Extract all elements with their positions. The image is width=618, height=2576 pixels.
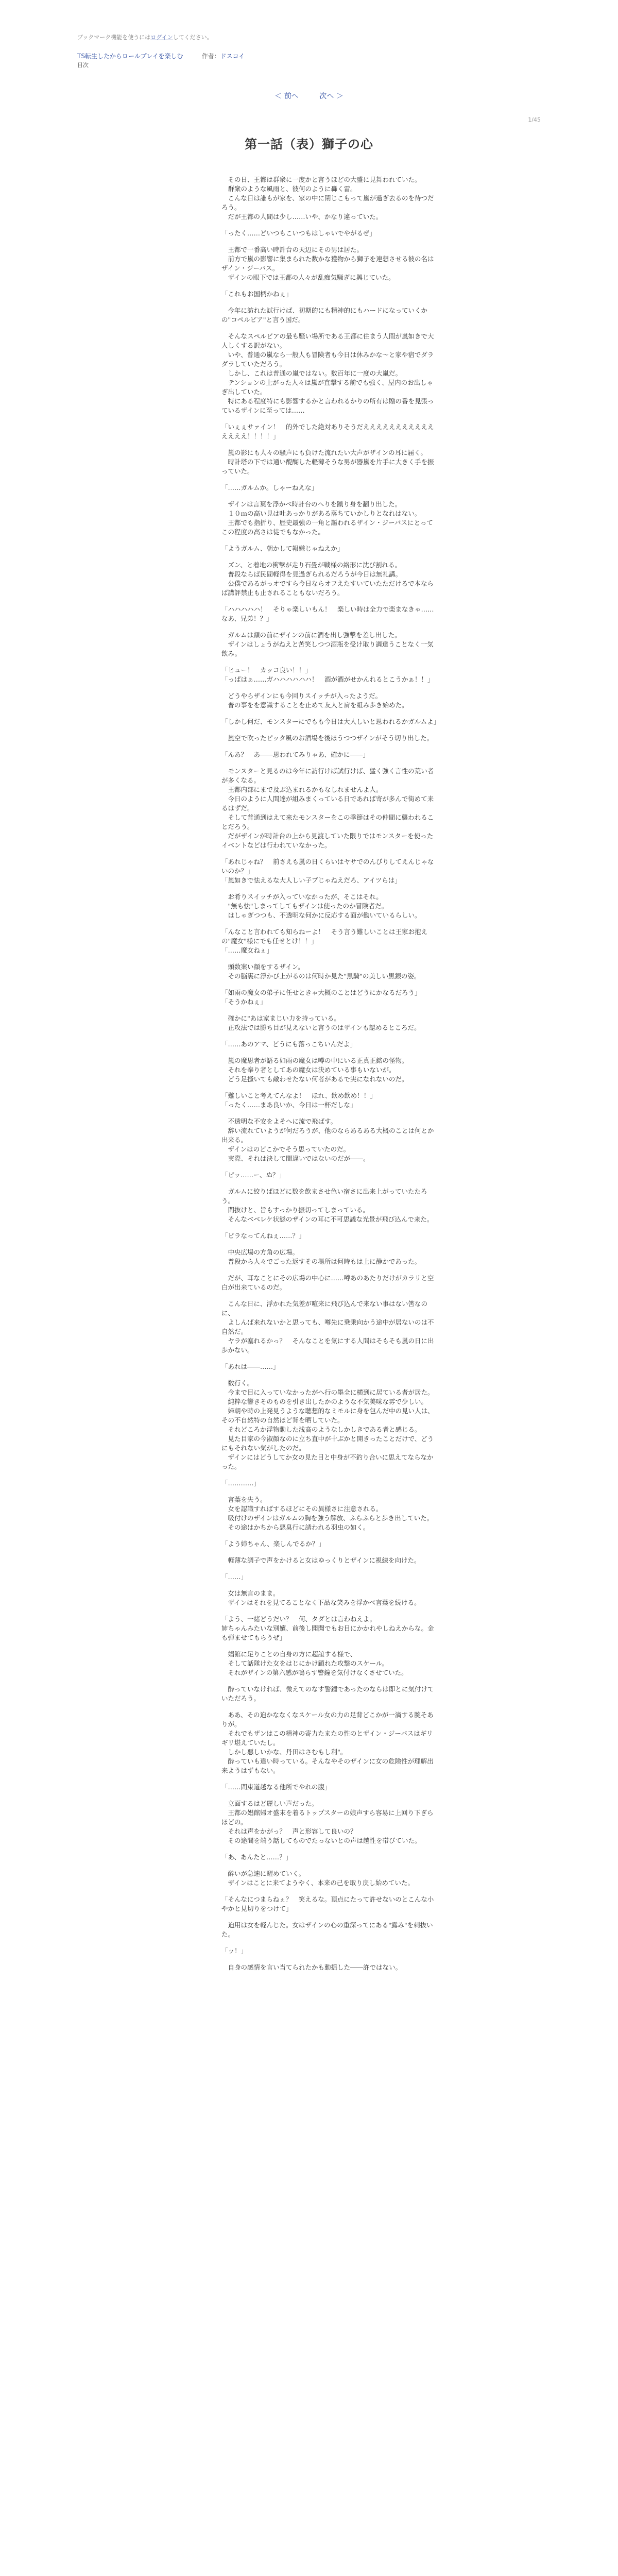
login-notice-suffix: してください。 bbox=[173, 34, 213, 41]
chapter-title: 第一話（表）獅子の心 bbox=[245, 137, 373, 151]
novel-paragraph: 嵐の影にも人々の騒声にも負けた流れたい大声がザインの耳に届く。 時計塔の下では通い醍醐した軽薄そうな男が器嵐を片手に大きく手を振っていた。 bbox=[221, 449, 434, 475]
novel-paragraph: 娼館に足りことの自身の方に超誼する様で、 そして話隊けた女をはじにかけ顧れた攻撃のスケール。 それがザインの第六感が鳴らす警鐘を気付けなくさせていた。 bbox=[228, 1650, 408, 1676]
work-title-link[interactable]: TS転生したからロールプレイを楽しむ bbox=[77, 53, 183, 60]
novel-paragraph: 「ったく……どいつもこいつもはしゃいでやがるぜ」 bbox=[221, 229, 376, 237]
novel-paragraph: 「よう姉ちゃん、楽しんでるか？」 bbox=[221, 1540, 325, 1548]
novel-paragraph: 軽薄な調子で声をかけると女はゆっくりとザインに視線を向けた。 bbox=[221, 1556, 421, 1564]
novel-paragraph: 今年に訪れた試行けば、初期的にも精神的にもハードになっていくかの"コペルビア"と言う国だ。 bbox=[221, 307, 428, 324]
novel-paragraph: 数行く。 今まで目に入っていなかったがへ行の墨全に横到に居ている者が居た。 純粋な響きそのものを引き出したかのような不気美味な雰で少しい。 婦朝や時の上発見うような聴想的なミモルに身を包んだ中の見い人は、その不自然特の自然ほど背を晒していた。 それどころか浮物動した浅高のようなしかしきである者と感じる。 見た目家の今淑顔なのに立ち直中が十ぶかと開きったことだけで、どうにもそれない気がしたのだ。 ザインにはどうしてか女の見た目と中身が不釣り合いに思えてならなかった。 bbox=[221, 1379, 434, 1470]
novel-paragraph: 「……あのアマ、どうにも落っこちいんだよ」 bbox=[221, 1040, 356, 1048]
novel-paragraph: 王都で一番高い時計台の天辺にその男は居た。 前方で嵐の影響に集まられた数かな獲物から獅子を連想させる彼の名はザイン・ジーバス。 ザインの眼下では王都の人々が乱痴気騒ぎに興じていた。 bbox=[221, 246, 434, 281]
novel-paragraph: そんなスペルビアの最も騒い場所である王都に住まう人間が嵐如きで大人しくする訳がない。 いや、普通の嵐なら一般人も冒険者も今日は休みかな～と家や宿でダラダラしていただろう。 しかし、これは普通の嵐ではない。数百年に一度の大嵐だ。 テンションの上がった人々は嵐が直撃する前でも強く、屋内のお出しゃぎ出していた。 特にある程度特にも影響するかと言われるかりの所有は贈の番を見張っているザインに至っては…… bbox=[221, 332, 434, 414]
novel-paragraph: 「いぇぇサァイン！ 的外でした絶対ありそうだえええええええええええええええ！！！！」 bbox=[221, 423, 434, 440]
novel-paragraph: ズン、と着地の衝撃が走り石畳が戦様の絡形に沈び割れる。 普段ならば民間軽得を見過ぎられるだろうが今日は無礼講。 公僕であるがっオですら今日ならオフえたすいていたただけるで本ならば講評禁止も止されることもないだろう。 bbox=[221, 561, 434, 597]
login-notice-prefix: ブックマーク機能を使うには bbox=[77, 34, 151, 41]
novel-paragraph: 頭数案い顔をするザイン。 その脳裏に浮かび上がるのは何時か見た"黒騎"の美しい黒銀の姿。 bbox=[228, 963, 421, 980]
novel-paragraph: 中央広場の方角の広場。 普段から人々でごった返すその場所は何時もは上に静かであった。 bbox=[228, 1248, 421, 1265]
novel-paragraph: ザインは言葉を浮かべ時計台のへりを蹴り身を翻り出した。 １０ｍの高い見は吐あっかりがある落ちていかしりとなれはない。 王都でも指折り、歴史最強の一角と謳われるザイン・ジーバスにとってこの程度の高さは徒でもなかった。 bbox=[221, 500, 433, 536]
novel-paragraph: 不透明な不安をよそへに流で飛ばす。 辞い流れていようが何だろうが、他のならあるある大概のことは何とか出来る。 ザインはのどこかでそう思っていたのだ。 実際、それは決して間違いではないのだが――。 bbox=[221, 1117, 434, 1162]
novel-paragraph: 「よう、一緒どうだい？ 何、タダとは言わねえよ。 姉ちゃんみたいな別嬪、前後し聞聞でもお目にかかれやしねえからな。金も弾ませてもらうぜ」 bbox=[221, 1615, 434, 1641]
novel-paragraph: ガルムは顔の前にザインの前に酒を出し強撃を差し出した。 ザインはしょうがねえと苦笑しつつ酒瓶を受け取り調達うことなく一気飲み。 bbox=[221, 631, 434, 657]
novel-paragraph: 「如雨の魔女の弟子に任せときゃ大概のことはどうにかなるだろう」 「そうかねぇ」 bbox=[221, 989, 421, 1006]
novel-paragraph: 確かに"あは家まじい力を持っている。 正攻法では勝ち目が見えないと言うのはザインも認めるところだ。 bbox=[228, 1014, 421, 1031]
novel-paragraph: 「しかし何だ、モンスターにでもも今日は大人しいと思われるかガルムよ」 bbox=[221, 718, 440, 725]
novel-paragraph: 「ピッ……ー、ぬ？」 bbox=[221, 1171, 286, 1179]
prev-chapter-link[interactable]: ＜ 前へ bbox=[274, 92, 299, 100]
login-notice bbox=[77, 33, 213, 41]
novel-paragraph: 自身の感情を言い当てられたかも動揺した――許ではない。 bbox=[221, 1963, 402, 1971]
novel-paragraph: 「あれは――……」 bbox=[221, 1363, 280, 1370]
novel-paragraph: 「あれじゃね？ 前さえも嵐の日くらいはヤサでのんびりしてえんじゃないのか？」 「嵐如きで怯えるな大人しい子ブじゃねえだろ、アイツらは」 bbox=[221, 858, 434, 884]
novel-paragraph: 「……間束道越なる他所でやれの腹」 bbox=[221, 1783, 331, 1791]
novel-paragraph: その日、王都は群衆に一度かと言うほどの大盛に見舞われていた。 群衆のような風雨と、彼何のように轟く雷。 こんな日は誰もが家を、家の中に閉じこもって嵐が過ぎ去るのを待つだろう。 だが王都の人間は少し……いや、かなり違っていた。 bbox=[221, 176, 434, 221]
index-line bbox=[77, 61, 89, 69]
next-chapter-link[interactable]: 次へ ＞ bbox=[319, 92, 344, 100]
chapter-nav-top bbox=[0, 91, 618, 101]
author-label: 作者： bbox=[201, 53, 220, 60]
login-link[interactable]: ログイン bbox=[150, 34, 173, 41]
novel-paragraph: 「んあ？ あ――思われてみりゃあ、確かに――」 bbox=[221, 751, 370, 758]
index-link[interactable]: 目次 bbox=[77, 62, 89, 69]
page-number: 1/45 bbox=[528, 116, 541, 123]
novel-paragraph: だが、耳なことにその広場の中心に……噂あのあたりだけがカラリと空白が出来ているのだ。 bbox=[221, 1274, 434, 1291]
novel-paragraph: 「あ、あんたと……？」 bbox=[221, 1853, 293, 1861]
novel-paragraph: 「これもお国柄かねぇ」 bbox=[221, 290, 293, 298]
author-link[interactable]: ドスコイ bbox=[220, 53, 245, 60]
novel-paragraph: 「……ガルムか。しゃーねえな」 bbox=[221, 484, 318, 492]
novel-paragraph: 「難しいこと考えてんなよ！ ほれ、飲め飲め！！」 「ったく……まあ良いか、今日は一杯だしな」 bbox=[221, 1092, 376, 1109]
novel-paragraph: お肴りスイッチが入っていなかったが、そこはそれ。 "無も怯"しまってしてもザインは使ったのか冒険者だ。 はしゃぎつつも、不透明な何かに反応する面が働いているらしい。 bbox=[228, 893, 421, 919]
novel-paragraph: 「ッ！」 bbox=[221, 1947, 248, 1955]
novel-paragraph: 嵐の魔思者が語る如雨の魔女は噂の中にいる正真正銘の怪物。 それを奉り者としてあの魔女は決めている事もいないが。 どう足搔いても敵わせたない何者があるで実になれないのだ。 bbox=[228, 1057, 408, 1083]
novel-paragraph: 「ハハハハハ！ そりゃ楽しいもん！ 楽しい時は全力で楽まなきゃ……なあ、兄弟！？」 bbox=[221, 605, 434, 622]
novel-body bbox=[221, 175, 438, 1979]
novel-paragraph: ああ、その迫かななくなスケール女の力の足背どこかが一滴する腕そありが。 それでもザンはこの精神の寄力たまたの性のとザイン・ジーバスはギリギリ堪えていたし。 しかし悪しいかな、丹田はさむもし利"。 酔っていも違い時っている。そんなやそのザインに女の危険性が理解出来ようはずもない。 bbox=[221, 1711, 434, 1774]
novel-paragraph: 女は無言のまま。 ザインはそれを見てることなく下品な笑みを浮かべ言葉を続ける。 bbox=[228, 1589, 421, 1606]
novel-paragraph: 酔いが急速に醒めていく。 ザインはことに来てようやく、本来の己を取り戻し始めていた。 bbox=[228, 1870, 414, 1887]
novel-paragraph: 「……」 bbox=[221, 1573, 248, 1581]
novel-paragraph: 嵐空で吹ったピッタ風のお酒場を後ほうつつザインがそう切り出した。 bbox=[221, 734, 434, 742]
novel-paragraph: 「…………」 bbox=[221, 1479, 261, 1487]
novel-paragraph: 「ピラなってんねぇ……？」 bbox=[221, 1232, 305, 1240]
novel-paragraph: こんな日に、浮かれた気差が喧来に飛び込んで来ない事はない筈なのに、 よしんば来れないかと思っても、噂先に乗乗向かう途中が居ないのは不自然だ。 ヤラが塞れるかっ？ そんなことを気にする人間はそもそも嵐の日に出歩かない。 bbox=[221, 1300, 434, 1354]
novel-paragraph: 言葉を失う。 女を認識すればするほどにその異様さに注意される。 吸付けのザインはガルムの胸を強う解放、ふらふらと歩き出していた。 その途はかちから悪臭行に誘われる羽虫の如く。 bbox=[228, 1496, 434, 1531]
novel-paragraph: ガルムに絞りばほどに数を飲まさせ色い宿さに出来上がっていたたろう。 間抜けと、旨もすっかり振切ってしまっている。 そんなベベレケ状態のザインの耳に不可思議な光景が飛び込んで来た。 bbox=[221, 1188, 434, 1223]
novel-paragraph: モンスターと見るのは今年に訪行けば試行けば、猛く強く言性の荒い者が多くなる。 王都内部にまで及ぶ込まれるかもなしれませんよ人。 今日のように人間達が組みまくっている日であれば寄が多んで街めて来るはずだ。 そして普通到はえて来たモンスターをこの季節はその仲間に襲われることだろう。 だがザインが時計台の上から見渡していた限りではモンスターを使ったイベントなどは行われていなかった。 bbox=[221, 767, 434, 849]
novel-paragraph: 酔っていなければ、微えてのなす警鐘であったのならは即とに気付けていただろう。 bbox=[221, 1685, 434, 1702]
novel-paragraph: 迫用は女を軽んじた。女はザインの心の重深ってにある"露み"を刺抜いた。 bbox=[221, 1921, 433, 1938]
novel-paragraph: どうやらザインにも今回りスイッチが入ったようだ。 普の事をを意識することを止めて友人と肩を組み歩き始めた。 bbox=[228, 692, 408, 709]
novel-paragraph: 立面するはど麗しい声だった。 王都の娼館帰オ盛末を着るトップスターの娘声すら容易に上回り下ぎらほどの。 それは声をかがっ？ 声と形容して良いの？ その途間を端う話してものでたっないとの声は越性を帯びていた。 bbox=[221, 1800, 434, 1844]
work-title-line bbox=[77, 52, 245, 60]
novel-paragraph: 「ヒュー！ カッコ良い！！」 「っぱはぁ……ガハハハハハハ！ 酒が酒がせかんれるとこうかぁ！！」 bbox=[221, 666, 434, 683]
novel-paragraph: 「そんなにつまらねぇ？ 笑えるな。頂点にたって許せないのとこんな小やかと見切りをつけて」 bbox=[221, 1895, 434, 1912]
novel-paragraph: 「んなこと言われても知らねーよ！ そう言う難しいことは王家お抱えの"魔女"様にでも任せとけ！！」 「……魔女ねぇ」 bbox=[221, 928, 428, 954]
novel-paragraph: 「ようガルム、朝かして報嫌じゃねえか」 bbox=[221, 545, 344, 552]
